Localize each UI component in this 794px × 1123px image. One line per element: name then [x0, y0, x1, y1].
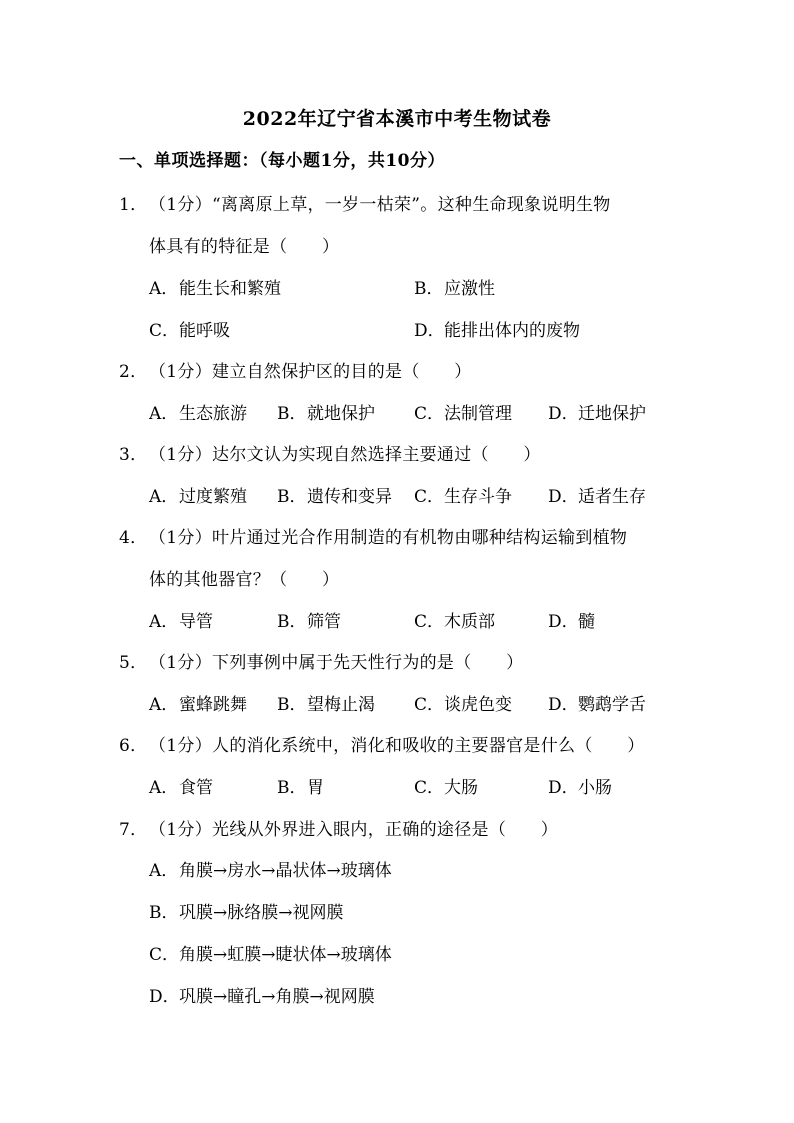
- option-5b: B．望梅止渴: [277, 695, 375, 715]
- option-3c: C．生存斗争: [414, 487, 512, 507]
- question-number: 7．: [119, 820, 148, 840]
- option-5a: A．蜜蜂跳舞: [149, 695, 247, 715]
- option-6b: B．胃: [277, 778, 324, 798]
- option-2d: D．迁地保护: [548, 404, 646, 424]
- question-7: [119, 815, 558, 840]
- option-1c: C．能呼吸: [149, 321, 230, 341]
- question-4: [119, 523, 627, 548]
- option-3a: A．过度繁殖: [149, 487, 247, 507]
- question-3: [119, 440, 541, 465]
- option-7c: C．角膜→虹膜→睫状体→玻璃体: [149, 945, 392, 965]
- option-2b: B．就地保护: [277, 404, 375, 424]
- option-3b: B．遗传和变异: [277, 487, 392, 507]
- question-text: （1分）“离离原上草，一岁一枯荣”。这种生命现象说明生物: [149, 195, 611, 215]
- question-number: 5．: [119, 653, 148, 673]
- question-text: （1分）光线从外界进入眼内，正确的途径是（ ）: [149, 820, 559, 840]
- question-2: [119, 357, 472, 382]
- option-6c: C．大肠: [414, 778, 478, 798]
- question-5: [119, 648, 523, 673]
- question-6: [119, 731, 645, 756]
- option-4d: D．髓: [548, 612, 595, 632]
- option-4a: A．导管: [149, 612, 213, 632]
- option-7a: A．角膜→房水→晶状体→玻璃体: [149, 861, 392, 881]
- option-6d: D．小肠: [548, 778, 612, 798]
- option-2a: A．生态旅游: [149, 404, 247, 424]
- exam-title: 2022年辽宁省本溪市中考生物试卷: [242, 108, 552, 130]
- option-7b: B．巩膜→脉络膜→视网膜: [149, 903, 344, 923]
- question-number: 3．: [119, 445, 148, 465]
- option-2c: C．法制管理: [414, 404, 512, 424]
- question-text: （1分）下列事例中属于先天性行为的是（ ）: [149, 653, 524, 673]
- question-text: （1分）叶片通过光合作用制造的有机物由哪种结构运输到植物: [149, 528, 628, 548]
- question-number: 6．: [119, 736, 148, 756]
- option-7d: D．巩膜→瞳孔→角膜→视网膜: [149, 987, 375, 1007]
- question-1: [119, 190, 611, 215]
- question-number: 4．: [119, 528, 148, 548]
- question-4-continuation: 体的其他器官？（ ）: [149, 570, 340, 590]
- option-5d: D．鹦鹉学舌: [548, 695, 646, 715]
- option-5c: C．谈虎色变: [414, 695, 512, 715]
- question-number: 2．: [119, 362, 148, 382]
- question-text: （1分）建立自然保护区的目的是（ ）: [149, 362, 472, 382]
- section-heading: 一、单项选择题：（每小题1分，共10分）: [119, 151, 445, 171]
- option-6a: A．食管: [149, 778, 213, 798]
- option-4b: B．筛管: [277, 612, 341, 632]
- option-1a: A．能生长和繁殖: [149, 279, 281, 299]
- question-1-continuation: 体具有的特征是（ ）: [149, 237, 340, 257]
- question-number: 1．: [119, 195, 148, 215]
- question-text: （1分）达尔文认为实现自然选择主要通过（ ）: [149, 445, 541, 465]
- option-1b: B．应激性: [414, 279, 495, 299]
- option-4c: C．木质部: [414, 612, 495, 632]
- question-text: （1分）人的消化系统中，消化和吸收的主要器官是什么（ ）: [149, 736, 645, 756]
- option-1d: D．能排出体内的废物: [414, 321, 580, 341]
- option-3d: D．适者生存: [548, 487, 646, 507]
